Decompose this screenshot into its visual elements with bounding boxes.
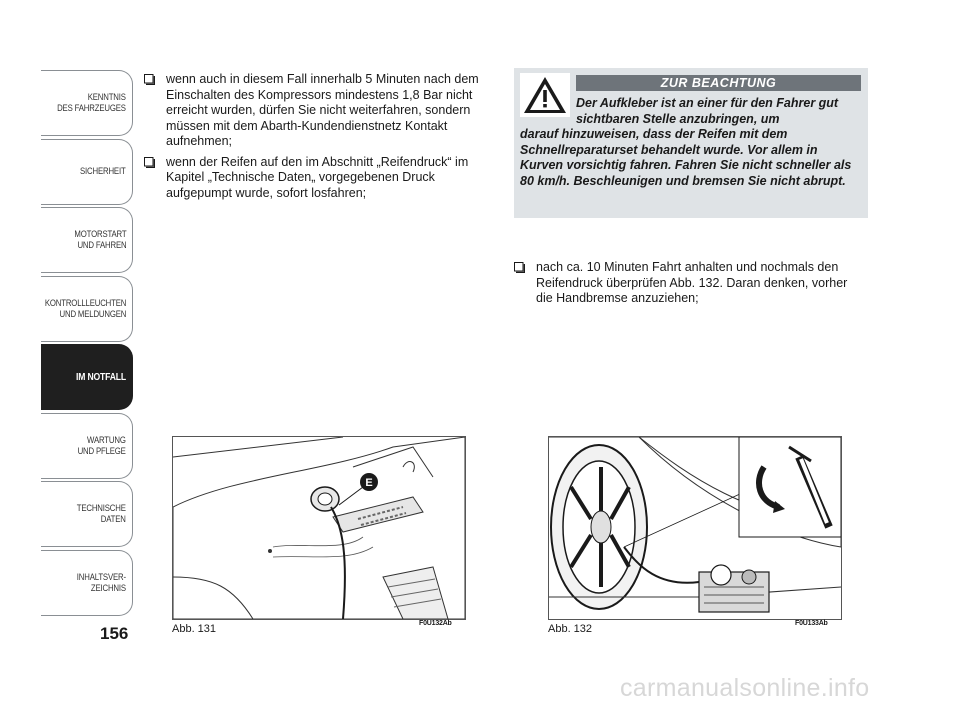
warning-box	[514, 68, 868, 218]
tab-im-notfall[interactable]	[41, 344, 133, 410]
checkbox-bullet-icon	[514, 262, 525, 273]
figure-caption: Abb. 131	[172, 623, 217, 635]
tab-label: IM NOTFALL	[75, 370, 126, 383]
list-item-text: wenn der Reifen auf den im Abschnitt „Reifendruck“ im Kapitel „Technische Daten„ vorgegebenen Druck aufgepumpt wurde, sofort losfahren;	[166, 154, 469, 200]
checkbox-bullet-icon	[144, 74, 155, 85]
left-column	[144, 72, 499, 206]
list-item	[144, 155, 499, 202]
tab-label: TECHNISCHE DATEN	[76, 503, 126, 525]
watermark: carmanualsonline.info	[620, 674, 870, 702]
tab-label: WARTUNG UND PFLEGE	[77, 434, 126, 457]
tab-label: MOTORSTART UND FAHREN	[73, 229, 126, 251]
car-interior-illustration	[173, 437, 465, 619]
tab-label: KENNTNIS DES FAHRZEUGES	[57, 92, 126, 114]
right-column	[514, 260, 864, 312]
figure-marker: E	[365, 477, 373, 489]
tab-label: SICHERHEIT	[80, 166, 126, 177]
figure-131	[172, 436, 466, 620]
chapter-tabs	[41, 70, 133, 618]
tyre-compressor-illustration	[549, 437, 841, 619]
tab-motorstart[interactable]	[41, 207, 133, 273]
tab-wartung[interactable]	[41, 413, 133, 479]
list-item	[514, 260, 864, 307]
tab-sicherheit[interactable]	[41, 139, 133, 205]
tab-kenntnis[interactable]	[41, 70, 133, 136]
warning-text-rest: darauf hinzuweisen, dass der Reifen mit dem Schnellreparaturset behandelt wurde. Vor allem in Kurven vorsichtig fahren. Fahren Sie nicht schneller als 80 km/h. Beschleunigen und bremsen Sie nicht abrupt.	[520, 127, 852, 188]
figure-132	[548, 436, 842, 620]
figure-code: F0U133Ab	[795, 620, 828, 627]
list-item-text: wenn auch in diesem Fall innerhalb 5 Minuten nach dem Einschalten des Kompressors mindestens 1,8 Bar nicht erreicht wurden, dürfen Sie nicht weiterfahren, sondern müssen mit dem Abarth-Kundendienstnetz Kontakt aufnehmen;	[166, 72, 479, 148]
warning-header: ZUR BEACHTUNG	[576, 75, 861, 91]
figure-caption: Abb. 132	[548, 623, 593, 635]
figure-code: F0U132Ab	[419, 620, 452, 627]
checkbox-bullet-icon	[144, 157, 155, 168]
tab-label: INHALTSVER- ZEICHNIS	[76, 571, 126, 594]
tab-technische-daten[interactable]	[41, 481, 133, 547]
warning-text-first: Der Aufkleber ist an einer für den Fahrer gut sichtbaren Stelle anzubringen, um	[576, 96, 839, 126]
page-number: 156	[100, 624, 129, 643]
tab-kontrollleuchten[interactable]	[41, 276, 133, 342]
tab-label: KONTROLLLEUCHTEN UND MELDUNGEN	[44, 297, 126, 320]
tab-inhaltsverzeichnis[interactable]	[41, 550, 133, 616]
warning-text	[520, 96, 862, 189]
list-item-text: nach ca. 10 Minuten Fahrt anhalten und nochmals den Reifendruck überprüfen Abb. 132. Daran denken, vorher die Handbremse anzuziehen;	[536, 260, 848, 305]
list-item	[144, 72, 499, 150]
